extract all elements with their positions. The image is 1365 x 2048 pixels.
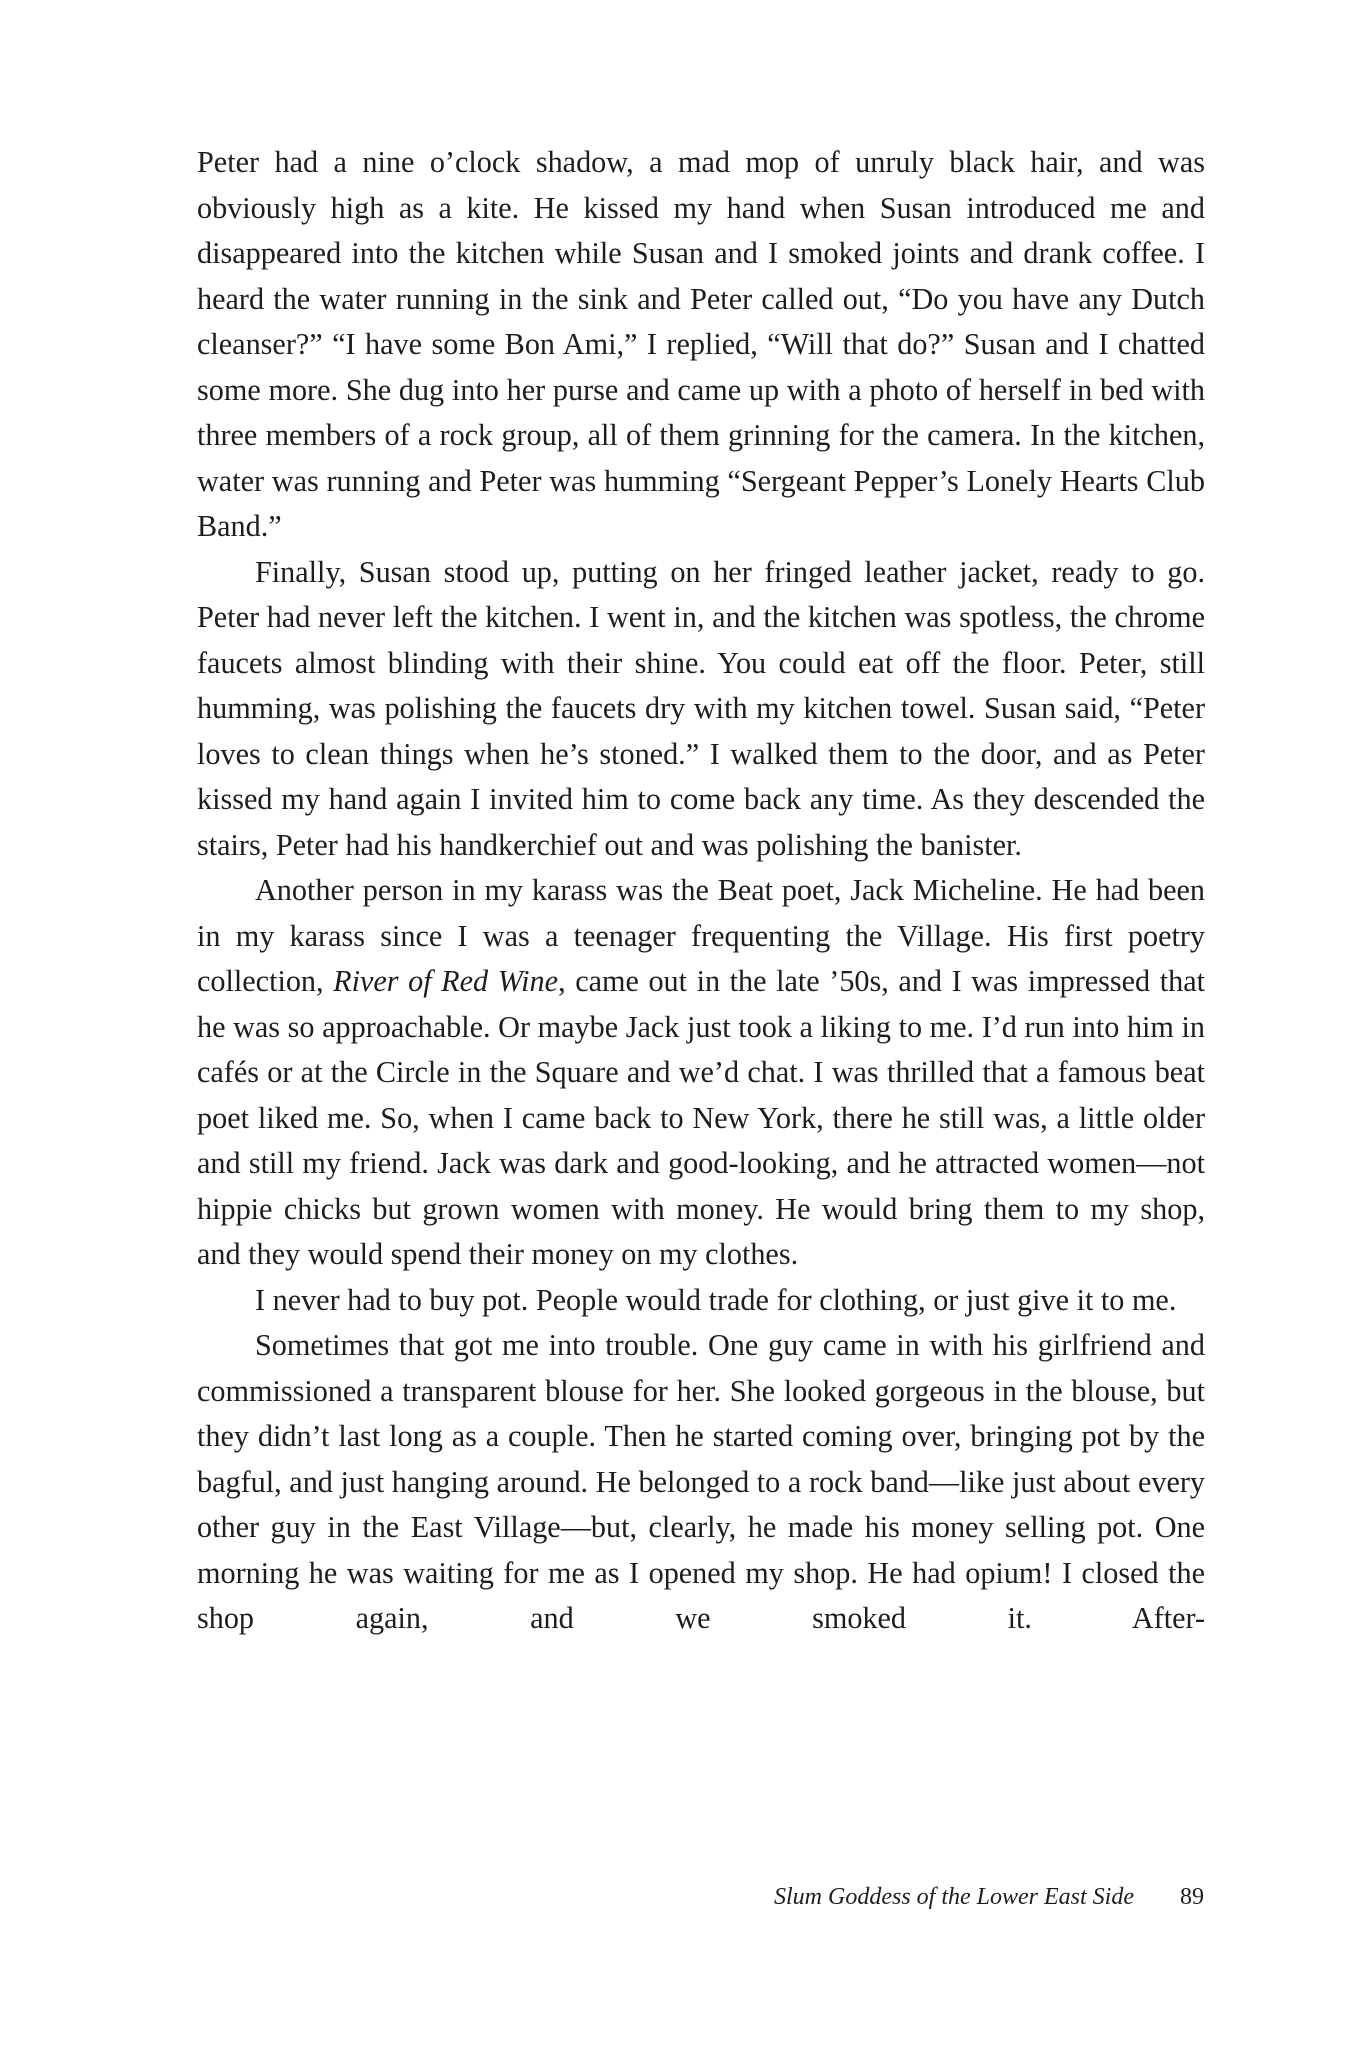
paragraph-3-text-before: Another person in my karass was the Beat poet, Jack Micheline. He had been in my karass since I was a teenager frequenting the Village. His first poetry collection, (197, 873, 1205, 998)
page-body (197, 140, 1205, 1642)
paragraph-1: Peter had a nine o’clock shadow, a mad mop of unruly black hair, and was obviously high as a kite. He kissed my hand when Susan introduced me and disappeared into the kitchen while Susan and I smoked joints and drank coffee. I heard the water running in the sink and Peter called out, “Do you have any Dutch cleanser?” “I have some Bon Ami,” I replied, “Will that do?” Susan and I chatted some more. She dug into her purse and came up with a photo of herself in bed with three members of a rock group, all of them grinning for the camera. In the kitchen, water was running and Peter was humming “Sergeant Pepper’s Lonely Hearts Club Band.” (197, 145, 1205, 543)
paragraph-3 (197, 868, 1205, 1278)
running-footer-title: Slum Goddess of the Lower East Side (774, 1884, 1134, 1910)
running-footer (774, 1882, 1204, 1912)
paragraph-5: Sometimes that got me into trouble. One guy came in with his girlfriend and commissioned a transparent blouse for her. She looked gorgeous in the blouse, but they didn’t last long as a couple. Then he started coming over, bringing pot by the bagful, and just hanging around. He belonged to a rock band—like just about every other guy in the East Village—but, clearly, he made his money selling pot. One morning he was waiting for me as I opened my shop. He had opium! I closed the shop again, and we smoked it. After- (197, 1328, 1205, 1635)
page-number: 89 (1180, 1884, 1204, 1910)
paragraph-2: Finally, Susan stood up, putting on her fringed leather jacket, ready to go. Peter had never left the kitchen. I went in, and the kitchen was spotless, the chrome faucets almost blinding with their shine. You could eat off the floor. Peter, still humming, was polishing the faucets dry with my kitchen towel. Susan said, “Peter loves to clean things when he’s stoned.” I walked them to the door, and as Peter kissed my hand again I invited him to come back any time. As they descended the stairs, Peter had his handkerchief out and was polishing the banister. (197, 554, 1205, 862)
paragraph-3-text-after: , came out in the late ’50s, and I was impressed that he was so approachable. Or maybe Jack just took a liking to me. I’d run into him in cafés or at the Circle in the Square and we’d chat. I was thrilled that a famous beat poet liked me. So, when I came back to New York, there he still was, a little older and still my friend. Jack was dark and good-looking, and he attracted women—not hippie chicks but grown women with money. He would bring them to my shop, and they would spend their money on my clothes. (197, 964, 1205, 1271)
paragraph-4: I never had to buy pot. People would trade for clothing, or just give it to me. (255, 1282, 1177, 1317)
book-title-italic: River of Red Wine (333, 964, 559, 998)
